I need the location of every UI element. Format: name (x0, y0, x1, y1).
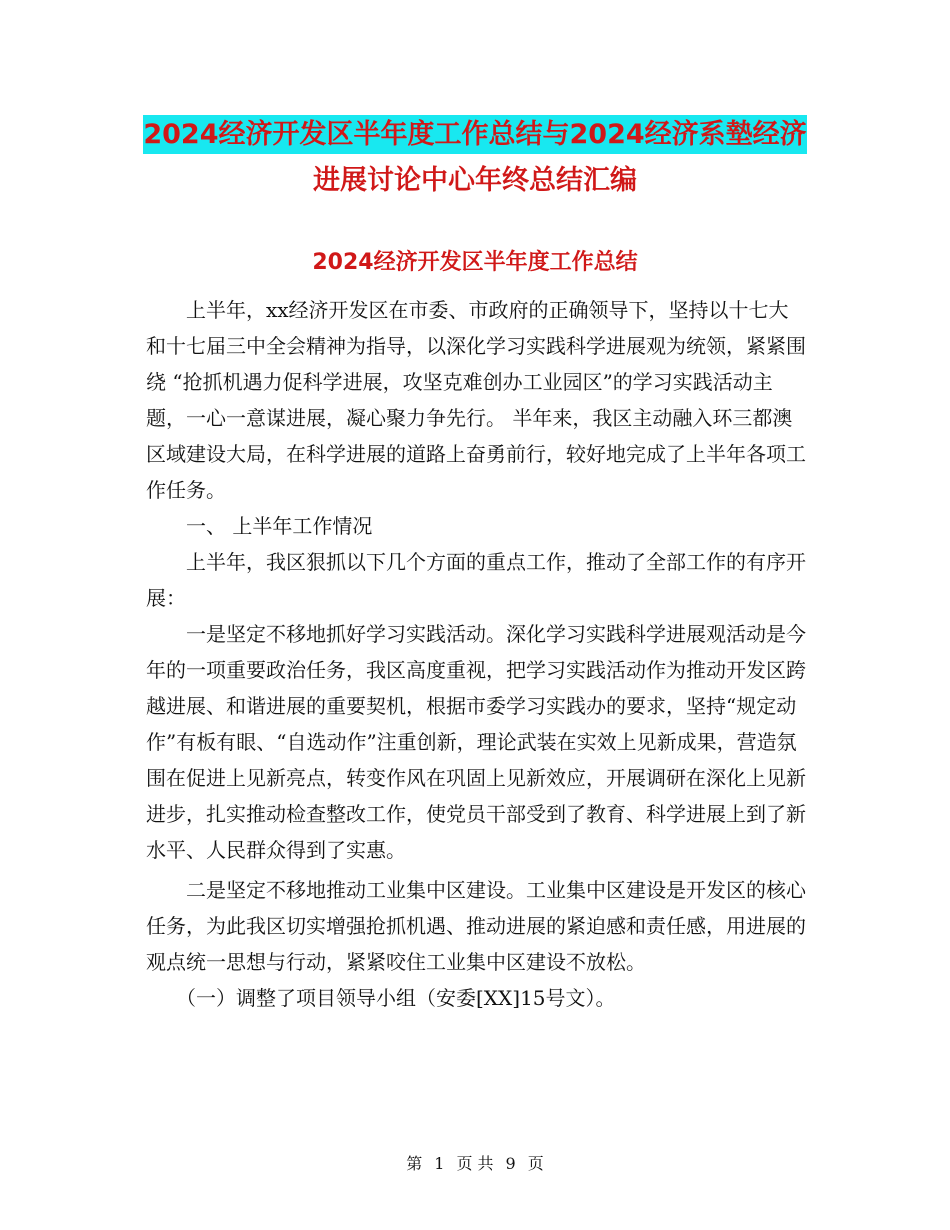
paragraph-subitem-one: （一）调整了项目领导小组（安委[XX]15号文）。 (176, 986, 616, 1010)
footer-mid: 页 共 (456, 1154, 494, 1173)
title-line-1: 2024经济开发区半年度工作总结与2024经济系墊经济 (143, 115, 806, 154)
document-body (146, 292, 806, 1016)
heading-work-status: 一、 上半年工作情况 (186, 514, 373, 538)
paragraph-intro: 上半年，xx经济开发区在市委、市政府的正确领导下，坚持以十七大和十七届三中全会精神为指导，以深化学习实践科学进展观为统领，紧紧围绕 “抢抓机遇力促科学进展，攻坚克难创办工业园区”的学习实践活动主题，一心一意谋进展，凝心聚力争先行。 半年来，我区主动融入环三都澳区域建设大局，在科学进展的道路上奋勇前行，较好地完成了上半年各项工作任务。 (146, 298, 806, 502)
title-line-2: 进展讨论中心年终总结汇编 (313, 165, 637, 196)
footer-page-number: 1 (434, 1154, 445, 1173)
footer-total-pages: 9 (505, 1154, 516, 1173)
paragraph-point-two: 二是坚定不移地推动工业集中区建设。工业集中区建设是开发区的核心任务，为此我区切实增强抢抓机遇、推动进展的紧迫感和责任感，用进展的观点统一思想与行动，紧紧咬住工业集中区建设不放松。 (146, 878, 806, 974)
footer-prefix: 第 (406, 1154, 423, 1173)
paragraph-overview: 上半年，我区狠抓以下几个方面的重点工作，推动了全部工作的有序开展： (146, 550, 806, 610)
page-footer (0, 1153, 950, 1175)
footer-suffix: 页 (527, 1154, 544, 1173)
document-title (0, 112, 950, 204)
paragraph-point-one: 一是坚定不移地抓好学习实践活动。深化学习实践科学进展观活动是今年的一项重要政治任务，我区高度重视，把学习实践活动作为推动开发区跨越进展、和谐进展的重要契机，根据市委学习实践办的要求，坚持“规定动作”有板有眼、“自选动作”注重创新，理论武装在实效上见新成果，营造氛围在促进上见新亮点，转变作风在巩固上见新效应，开展调研在深化上见新进步，扎实推动检查整改工作，使党员干部受到了教育、科学进展上到了新水平、人民群众得到了实惠。 (146, 622, 806, 862)
section-title: 2024经济开发区半年度工作总结 (312, 250, 638, 275)
